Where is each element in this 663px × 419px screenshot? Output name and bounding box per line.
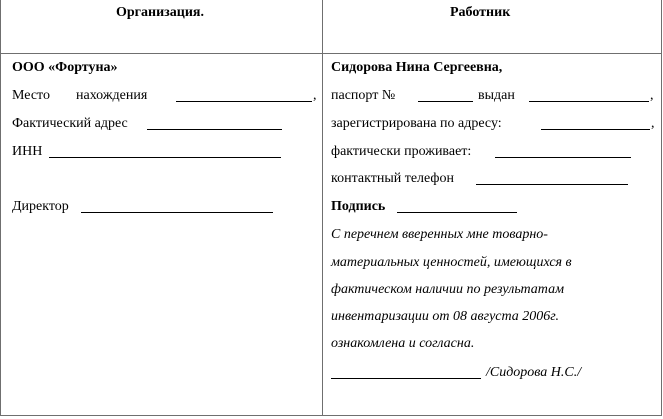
- worker-signature-field[interactable]: [397, 212, 517, 213]
- worker-phone-field[interactable]: [476, 184, 628, 185]
- worker-lives-label: фактически проживает:: [331, 144, 472, 159]
- org-inn-field[interactable]: [49, 157, 281, 158]
- statement-line: С перечнем вверенных мне товарно-: [331, 227, 548, 242]
- worker-phone-label: контактный телефон: [331, 171, 454, 186]
- statement-line: материальных ценностей, имеющихся в: [331, 255, 572, 270]
- org-location-comma: ,: [313, 88, 317, 103]
- worker-final-signature-field[interactable]: [331, 378, 481, 379]
- org-director-signature-field[interactable]: [81, 212, 273, 213]
- header-organization: Организация.: [116, 5, 204, 20]
- org-location-label-place: Место: [12, 88, 50, 103]
- worker-registered-comma: ,: [651, 116, 655, 131]
- statement-line: инвентаризации от 08 августа 2006г.: [331, 309, 560, 324]
- worker-issued-label: выдан: [478, 88, 515, 103]
- org-inn-label: ИНН: [12, 144, 43, 159]
- table-bottom-border: [0, 415, 662, 416]
- org-name: ООО «Фортуна»: [12, 60, 118, 75]
- statement-line: фактическом наличии по результатам: [331, 282, 565, 297]
- table-header-divider: [0, 53, 662, 54]
- org-actual-address-label: Фактический адрес: [12, 116, 128, 131]
- worker-issued-by-field[interactable]: [529, 101, 649, 102]
- worker-name: Сидорова Нина Сергеевна,: [331, 60, 503, 75]
- org-location-field[interactable]: [176, 101, 312, 102]
- worker-registered-label: зарегистрирована по адресу:: [331, 116, 502, 131]
- table-left-border: [0, 0, 1, 416]
- worker-passport-number-field[interactable]: [418, 101, 473, 102]
- worker-registered-address-field[interactable]: [541, 129, 650, 130]
- org-location-label-position: нахождения: [76, 88, 148, 103]
- org-actual-address-field[interactable]: [147, 129, 282, 130]
- org-director-label: Директор: [12, 199, 69, 214]
- worker-issued-comma: ,: [650, 88, 654, 103]
- worker-lives-address-field[interactable]: [495, 157, 631, 158]
- statement-line: ознакомлена и согласна.: [331, 336, 475, 351]
- worker-signature-label: Подпись: [331, 199, 386, 214]
- header-worker: Работник: [450, 5, 511, 20]
- table-right-border: [661, 0, 662, 416]
- table-column-divider: [322, 0, 323, 416]
- worker-sign-name: /Сидорова Н.С./: [486, 365, 582, 380]
- worker-passport-label: паспорт №: [331, 88, 396, 103]
